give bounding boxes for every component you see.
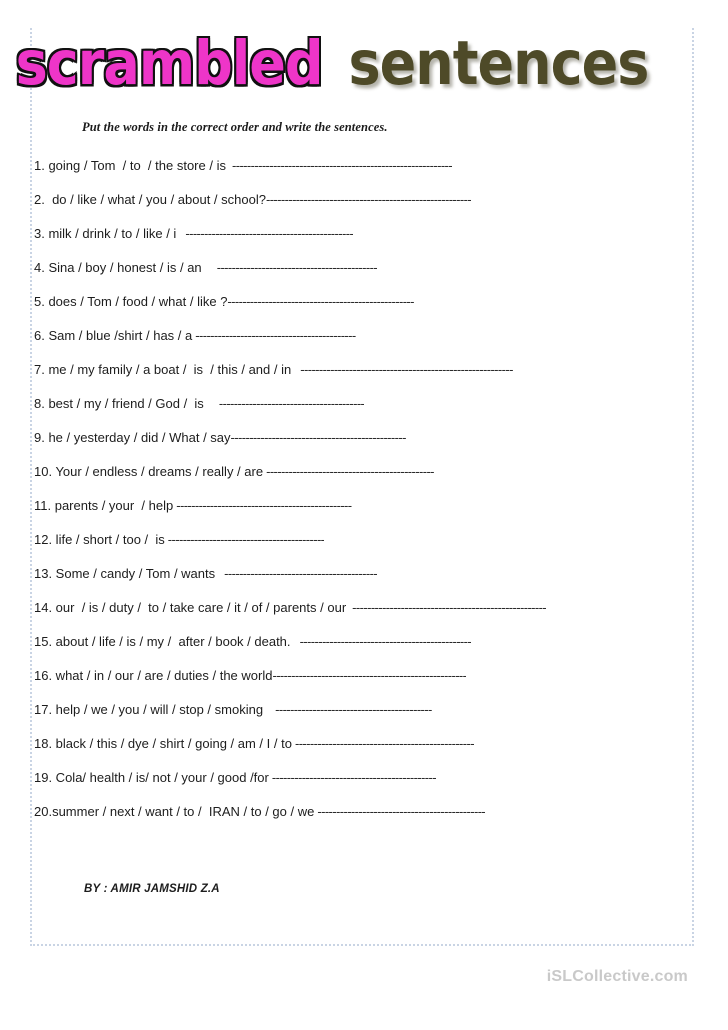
exercise-prompt: 17. help / we / you / will / stop / smoking [34, 702, 264, 717]
exercise-item [34, 189, 674, 223]
exercise-answer-line[interactable]: ------------------------------------------------ [291, 736, 474, 751]
exercise-item [34, 359, 674, 393]
exercise-item [34, 223, 674, 257]
exercise-prompt: 5. does / Tom / food / what / like ? [34, 294, 228, 309]
exercise-item [34, 529, 674, 563]
exercise-prompt: 19. Cola/ health / is/ not / your / good /for [34, 770, 269, 785]
author-credit: BY : AMIR JAMSHID Z.A [84, 883, 220, 895]
exercise-item [34, 563, 674, 597]
exercise-answer-line[interactable]: ------------------------------------------------------- [265, 192, 472, 207]
exercise-answer-line[interactable]: ------------------------------------------- [201, 260, 378, 275]
exercise-item [34, 427, 674, 461]
exercise-answer-line[interactable]: ------------------------------------------- [192, 328, 356, 343]
exercise-prompt: 2. do / like / what / you / about / school? [34, 192, 266, 207]
worksheet-instructions: Put the words in the correct order and write the sentences. [82, 120, 388, 134]
exercise-item [34, 767, 674, 801]
exercise-item [34, 597, 674, 631]
exercise-answer-line[interactable]: ---------------------------------------------------- [272, 668, 467, 683]
exercise-prompt: 7. me / my family / a boat / is / this / and / in [34, 362, 292, 377]
exercise-answer-line[interactable]: --------------------------------------------- [314, 804, 486, 819]
exercise-prompt: 20.summer / next / want / to / IRAN / to / go / we [34, 804, 315, 819]
site-watermark: iSLCollective.com [546, 968, 688, 985]
exercise-prompt: 12. life / short / too / is [34, 532, 165, 547]
exercise-list [34, 155, 674, 835]
exercise-prompt: 14. our / is / duty / to / take care / it / of / parents / our [34, 600, 347, 615]
exercise-answer-line[interactable]: --------------------------------------------------------- [291, 362, 513, 377]
exercise-answer-line[interactable]: -------------------------------------------- [268, 770, 436, 785]
exercise-prompt: 15. about / life / is / my / after / book / death. [34, 634, 291, 649]
worksheet-title [0, 28, 664, 99]
exercise-prompt: 8. best / my / friend / God / is [34, 396, 204, 411]
exercise-item [34, 461, 674, 495]
exercise-prompt: 1. going / Tom / to / the store / is [34, 158, 226, 173]
exercise-answer-line[interactable]: --------------------------------------------- [176, 226, 354, 241]
exercise-answer-line[interactable]: ----------------------------------------------------------- [225, 158, 453, 173]
exercise-answer-line[interactable]: ---------------------------------------------------- [346, 600, 547, 615]
exercise-prompt: 6. Sam / blue /shirt / has / a [34, 328, 193, 343]
exercise-item [34, 291, 674, 325]
title-word-sentences: sentences [348, 28, 649, 99]
exercise-item [34, 733, 674, 767]
exercise-answer-line[interactable]: ---------------------------------------------- [290, 634, 472, 649]
exercise-answer-line[interactable]: ----------------------------------------------- [230, 430, 406, 445]
exercise-prompt: 9. he / yesterday / did / What / say [34, 430, 231, 445]
exercise-prompt: 3. milk / drink / to / like / i [34, 226, 177, 241]
exercise-answer-line[interactable]: ------------------------------------------ [164, 532, 325, 547]
exercise-answer-line[interactable]: --------------------------------------------- [263, 464, 434, 479]
exercise-item [34, 495, 674, 529]
exercise-prompt: 4. Sina / boy / honest / is / an [34, 260, 202, 275]
exercise-item [34, 325, 674, 359]
exercise-answer-line[interactable]: ------------------------------------------ [263, 702, 432, 717]
exercise-item [34, 801, 674, 835]
exercise-answer-line[interactable]: -------------------------------------------------- [227, 294, 414, 309]
exercise-prompt: 18. black / this / dye / shirt / going / am / I / to [34, 736, 292, 751]
exercise-item [34, 699, 674, 733]
exercise-prompt: 16. what / in / our / are / duties / the world [34, 668, 273, 683]
exercise-prompt: 11. parents / your / help [34, 498, 174, 513]
exercise-answer-line[interactable]: --------------------------------------- [203, 396, 365, 411]
exercise-item [34, 393, 674, 427]
exercise-prompt: 10. Your / endless / dreams / really / are [34, 464, 264, 479]
exercise-answer-line[interactable]: ----------------------------------------------- [173, 498, 352, 513]
exercise-prompt: 13. Some / candy / Tom / wants [34, 566, 216, 581]
exercise-item [34, 257, 674, 291]
exercise-answer-line[interactable]: ----------------------------------------- [215, 566, 378, 581]
exercise-item [34, 155, 674, 189]
exercise-item [34, 631, 674, 665]
exercise-item [34, 665, 674, 699]
title-word-scrambled: scrambled [15, 28, 323, 99]
